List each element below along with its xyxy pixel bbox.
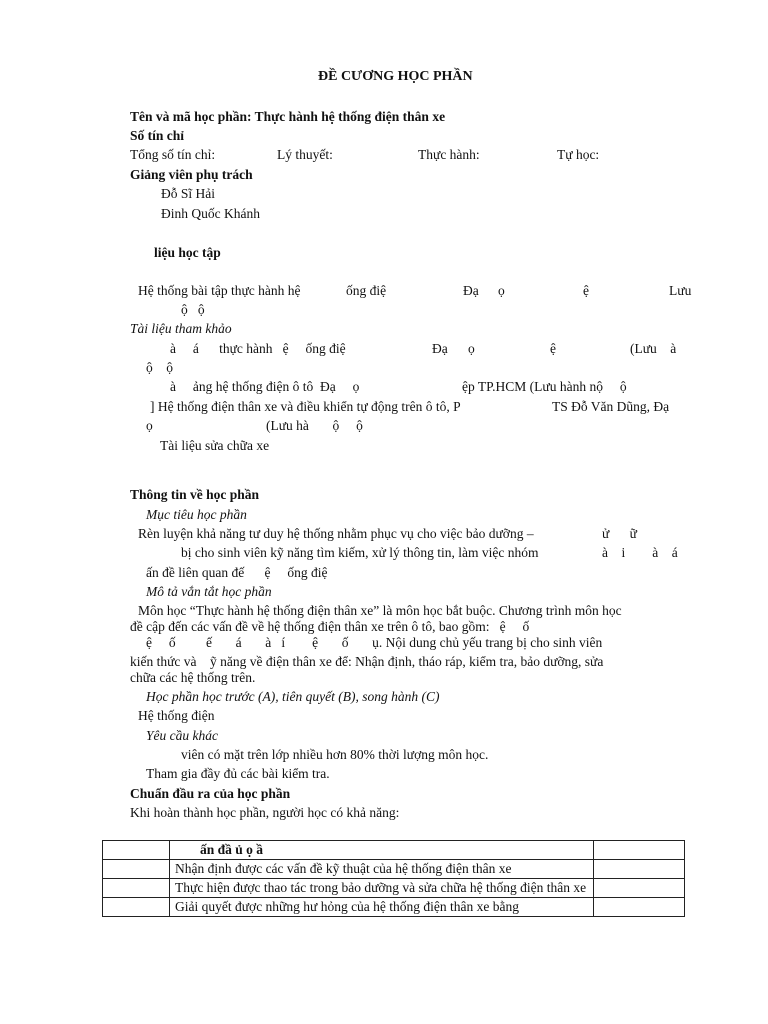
ref-item: à ảng hệ thống điện ô tô Đạ ọ bbox=[170, 379, 360, 394]
course-name: Tên và mã học phần: Thực hành hệ thống điện thân xe bbox=[130, 109, 446, 124]
summary-text: kiến thức và ỹ năng về điện thân xe để: Nhận định, tháo ráp, kiểm tra, bảo dưỡng, sửa bbox=[130, 654, 604, 669]
summary-text: Môn học “Thực hành hệ thống điện thân xe” là môn học bắt buộc. Chương trình môn học bbox=[138, 603, 622, 618]
summary-text: chữa các hệ thống trên. bbox=[130, 670, 256, 685]
summary-text: đề cập đến các vấn đề về hệ thống điện thân xe trên ô tô, bao gồm: ệ ố bbox=[130, 619, 530, 634]
table-cell: Nhận định được các vấn đề kỹ thuật của hệ thống điện thân xe bbox=[170, 860, 594, 879]
prereq-heading: Học phần học trước (A), tiên quyết (B), song hành (C) bbox=[146, 689, 440, 704]
credits-self-study: Tự học: bbox=[557, 147, 600, 162]
summary-heading: Mô tả vắn tắt học phần bbox=[146, 584, 272, 599]
table-header-row bbox=[103, 841, 685, 860]
table-cell bbox=[594, 841, 685, 860]
objective-text: ấn đề liên quan đế ệ ống điệ bbox=[146, 565, 328, 580]
objective-heading: Mục tiêu học phần bbox=[146, 507, 247, 522]
other-text: Tham gia đầy đủ các bài kiểm tra. bbox=[146, 766, 330, 781]
objective-text: Rèn luyện khả năng tư duy hệ thống nhằm phục vụ cho việc bảo dưỡng – bbox=[138, 526, 534, 541]
main-material: ệ bbox=[583, 283, 589, 298]
ref-item: Tài liệu sửa chữa xe bbox=[160, 438, 270, 453]
table-cell: Thực hiện được thao tác trong bảo dưỡng và sửa chữa hệ thống điện thân xe bbox=[170, 879, 594, 898]
ref-item: TS Đỗ Văn Dũng, Đạ bbox=[552, 399, 670, 414]
table-cell bbox=[594, 898, 685, 917]
table-header-cell: ấn đầ ủ ọ ầ bbox=[170, 841, 594, 860]
table-cell: Giải quyết được những hư hỏng của hệ thống điện thân xe bằng bbox=[170, 898, 594, 917]
table-row bbox=[103, 879, 685, 898]
other-text: viên có mặt trên lớp nhiều hơn 80% thời lượng môn học. bbox=[181, 747, 489, 762]
ref-item: Đạ ọ bbox=[432, 341, 475, 356]
table-cell bbox=[594, 860, 685, 879]
outcomes-intro: Khi hoàn thành học phần, người học có khả năng: bbox=[130, 805, 400, 820]
table-cell bbox=[103, 879, 170, 898]
ref-item: (Lưu à bbox=[630, 341, 677, 356]
objective-text: ử ữ bbox=[602, 526, 637, 541]
main-material: Đạ bbox=[463, 283, 479, 298]
ref-item: (Lưu hà ộ ộ bbox=[266, 418, 363, 433]
prereq-text: Hệ thống điện bbox=[138, 708, 215, 723]
ref-item: ọ bbox=[146, 418, 153, 433]
objective-text: à i à á bbox=[602, 545, 678, 560]
main-material: Hệ thống bài tập thực hành hệ bbox=[138, 283, 301, 298]
other-heading: Yêu cầu khác bbox=[146, 728, 218, 743]
credits-theory: Lý thuyết: bbox=[277, 147, 333, 162]
outcomes-table bbox=[102, 840, 685, 917]
credits-total: Tổng số tín chỉ: bbox=[130, 147, 216, 162]
main-material: ọ bbox=[498, 283, 505, 298]
lecturer-item: Đinh Quốc Khánh bbox=[161, 206, 260, 221]
refs-heading: Tài liệu tham khảo bbox=[130, 321, 232, 336]
main-material: ống điệ bbox=[346, 283, 387, 298]
ref-item: ệp TP.HCM (Lưu hành nộ ộ bbox=[462, 379, 627, 394]
ref-item: à á thực hành ệ ống điệ bbox=[170, 341, 346, 356]
main-material: Lưu bbox=[669, 283, 692, 298]
lecturer-item: Đỗ Sĩ Hải bbox=[161, 186, 215, 201]
table-cell bbox=[103, 841, 170, 860]
lecturers-heading: Giảng viên phụ trách bbox=[130, 167, 253, 182]
document-title: ĐỀ CƯƠNG HỌC PHẦN bbox=[318, 69, 473, 84]
summary-text: ệ ố ế á à í ệ ố ụ. Nội dung chủ yếu trang bị cho sinh viên bbox=[146, 635, 603, 650]
info-heading: Thông tin về học phần bbox=[130, 487, 260, 502]
outcomes-heading: Chuẩn đầu ra của học phần bbox=[130, 786, 291, 801]
credits-heading: Số tín chỉ bbox=[130, 128, 185, 143]
ref-item: ệ bbox=[550, 341, 556, 356]
table-row bbox=[103, 860, 685, 879]
table-cell bbox=[103, 860, 170, 879]
table-cell bbox=[594, 879, 685, 898]
credits-practice: Thực hành: bbox=[418, 147, 480, 162]
main-material: ộ ộ bbox=[181, 302, 205, 317]
table-cell bbox=[103, 898, 170, 917]
table-row bbox=[103, 898, 685, 917]
materials-heading: liệu học tập bbox=[154, 245, 221, 260]
objective-text: bị cho sinh viên kỹ năng tìm kiếm, xử lý thông tin, làm việc nhóm bbox=[181, 545, 539, 560]
ref-item: ] Hệ thống điện thân xe và điều khiển tự động trên ô tô, P bbox=[150, 399, 461, 414]
ref-item: ộ ộ bbox=[146, 360, 173, 375]
